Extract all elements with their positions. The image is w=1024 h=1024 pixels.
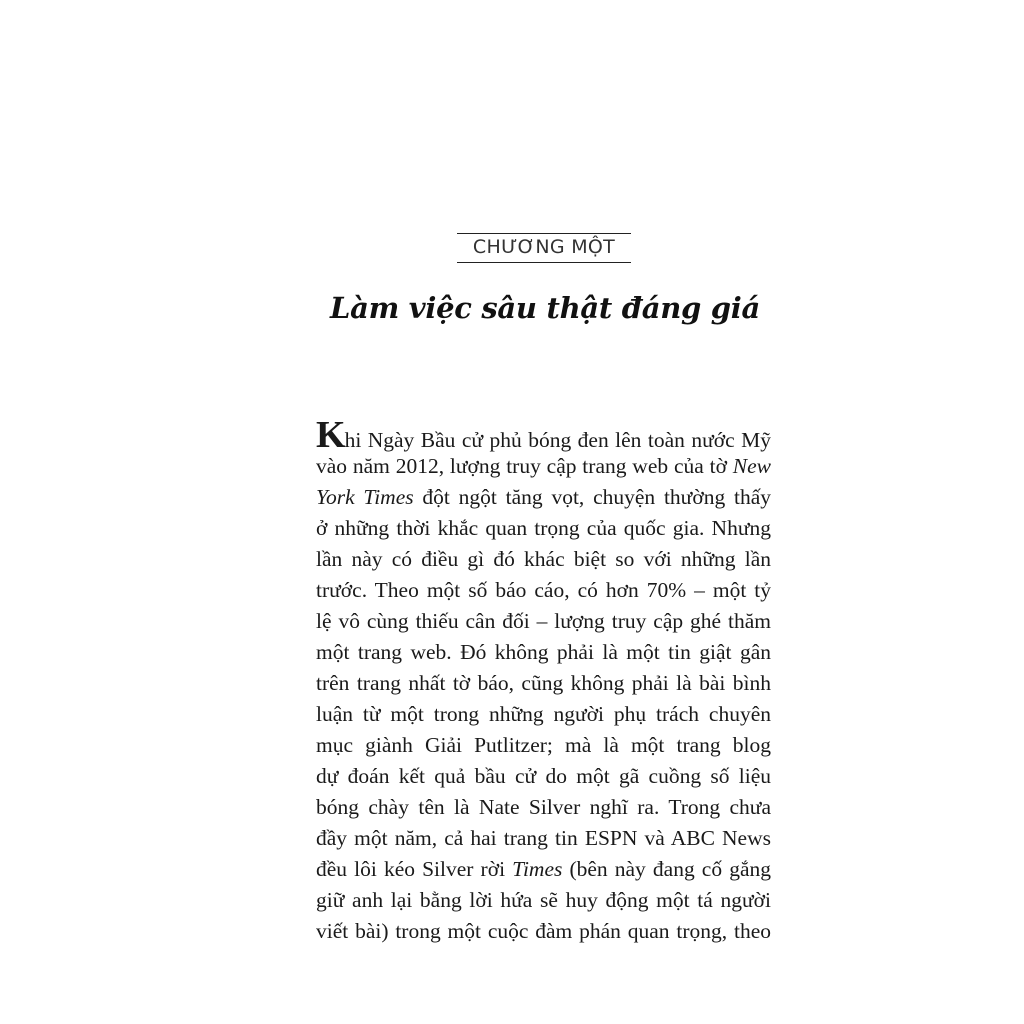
italic-text: Times [512,857,563,881]
text-line: ở những thời khắc quan trọng của quốc gia. Nhưng [316,516,771,540]
text-line: đầy một năm, cả hai trang tin ESPN và ABC News [316,826,771,850]
text-line: lần này có điều gì đó khác biệt so với những lần [316,547,771,571]
text-line: Khi Ngày Bầu cử phủ bóng đen lên toàn nước Mỹ [316,414,771,456]
text-line: đều lôi kéo Silver rời Times (bên này đang cố gắng [316,857,771,881]
text-line: trên trang nhất tờ báo, cũng không phải là bài bình [316,671,771,695]
body-paragraph [316,414,771,947]
text-line: mục giành Giải Putlitzer; mà là một trang blog [316,733,771,757]
text-line: bóng chày tên là Nate Silver nghĩ ra. Trong chưa [316,795,771,819]
text-line: trước. Theo một số báo cáo, có hơn 70% – một tỷ [316,578,771,602]
chapter-label: CHƯƠNG MỘT [472,236,616,258]
italic-text: New [732,454,771,478]
text-line: dự đoán kết quả bầu cử do một gã cuồng số liệu [316,764,771,788]
text-line: viết bài) trong một cuộc đàm phán quan trọng, theo [316,919,771,943]
text-line: vào năm 2012, lượng truy cập trang web của tờ New [316,454,771,478]
text-line: một trang web. Đó không phải là một tin giật gân [316,640,771,664]
text-line: giữ anh lại bằng lời hứa sẽ huy động một tá người [316,888,771,912]
text-line: lệ vô cùng thiếu cân đối – lượng truy cập ghé thăm [316,609,771,633]
text-line: luận từ một trong những người phụ trách chuyên [316,702,771,726]
italic-text: York Times [316,485,414,509]
text-line: York Times đột ngột tăng vọt, chuyện thường thấy [316,485,771,509]
drop-cap: K [316,414,345,456]
chapter-title: Làm việc sâu thật đáng giá [330,291,760,325]
chapter-label-frame [457,233,631,263]
